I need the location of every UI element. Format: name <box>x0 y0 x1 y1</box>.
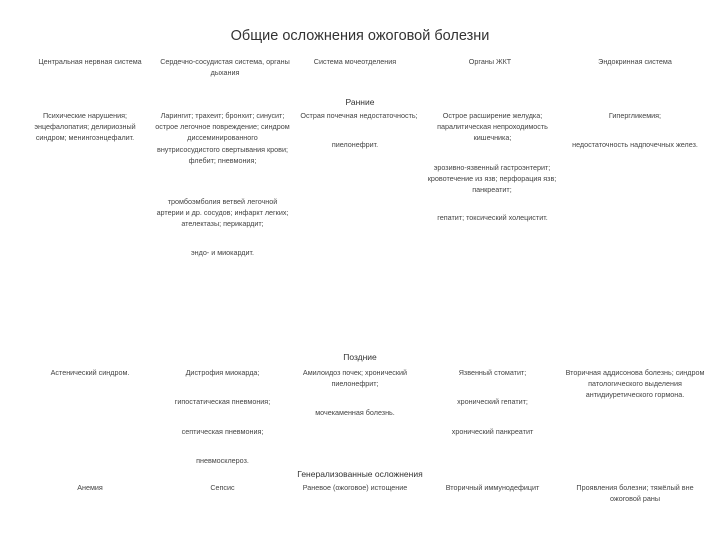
late-gi-text-2: хронический гепатит; <box>457 397 528 406</box>
early-gi-text-3: гепатит; токсический холецистит. <box>437 213 548 222</box>
late-cardio-text-4: пневмосклероз. <box>196 456 249 465</box>
late-gi-text-1: Язвенный стоматит; <box>458 368 527 377</box>
header-cns: Центральная нервная система <box>38 57 142 66</box>
early-urinary-text-1: Острая почечная недостаточность; <box>300 111 418 120</box>
early-gi-text-1: Острое расширение желудка; паралитическая непроходимость кишечника; <box>437 111 548 143</box>
early-gi-text-2: эрозивно-язвенный гастроэнтерит; кровотечение из язв; перфорация язв; панкреатит; <box>427 163 557 195</box>
late-cns-text: Астенический синдром. <box>50 368 130 377</box>
early-endocrine-text-1: Гипергликемия; <box>608 111 662 120</box>
early-cardio-text-1: Ларингит; трахеит; бронхит; синусит; острое легочное повреждение; синдром диссеминированного внутрисосудистого свертывания крови; флебит; пневмония; <box>155 111 290 165</box>
general-item-sepsis: Сепсис <box>210 483 235 492</box>
section-general-label: Генерализованные осложнения <box>297 469 423 479</box>
late-cardio-text-3: септическая пневмония; <box>181 427 264 436</box>
page-title: Общие осложнения ожоговой болезни <box>230 28 490 44</box>
late-endocrine-text: Вторичная аддисонова болезнь; синдром патологического выделения антидиуретического гормона. <box>565 368 705 400</box>
header-cardio-resp: Сердечно-сосудистая система, органы дыхания <box>160 57 290 78</box>
general-item-other: Проявления болезни; тяжёлый вне ожоговой раны <box>576 483 694 504</box>
early-cns-text: Психические нарушения; энцефалопатия; делириозный синдром; менингоэнцефалит. <box>34 111 136 143</box>
early-cardio-text-2: тромбоэмболия ветвей легочной артерии и др. сосудов; инфаркт легких; ателектазы; перикардит; <box>156 197 289 229</box>
late-urinary-text-2: мочекаменная болезнь. <box>315 408 395 417</box>
header-endocrine: Эндокринная система <box>598 57 672 66</box>
header-gi: Органы ЖКТ <box>468 57 512 66</box>
section-late-label: Поздние <box>343 352 377 362</box>
late-cardio-text-1: Дистрофия миокарда; <box>185 368 260 377</box>
late-cardio-text-2: гипостатическая пневмония; <box>174 397 271 406</box>
late-urinary-text-1: Амилоидоз почек; хронический пиелонефрит; <box>302 368 408 389</box>
general-item-exhaustion: Раневое (ожоговое) истощение <box>302 483 408 492</box>
early-endocrine-text-2: недостаточность надпочечных желез. <box>572 140 698 149</box>
early-cardio-text-3: эндо- и миокардит. <box>190 248 254 257</box>
header-urinary: Система мочеотделения <box>313 57 397 66</box>
general-item-immunodeficiency: Вторичный иммунодефицит <box>445 483 540 492</box>
late-gi-text-3: хронический панкреатит <box>451 427 534 436</box>
general-item-anemia: Анемия <box>77 483 103 492</box>
early-urinary-text-2: пиелонефрит. <box>331 140 379 149</box>
section-early-label: Ранние <box>345 97 375 107</box>
